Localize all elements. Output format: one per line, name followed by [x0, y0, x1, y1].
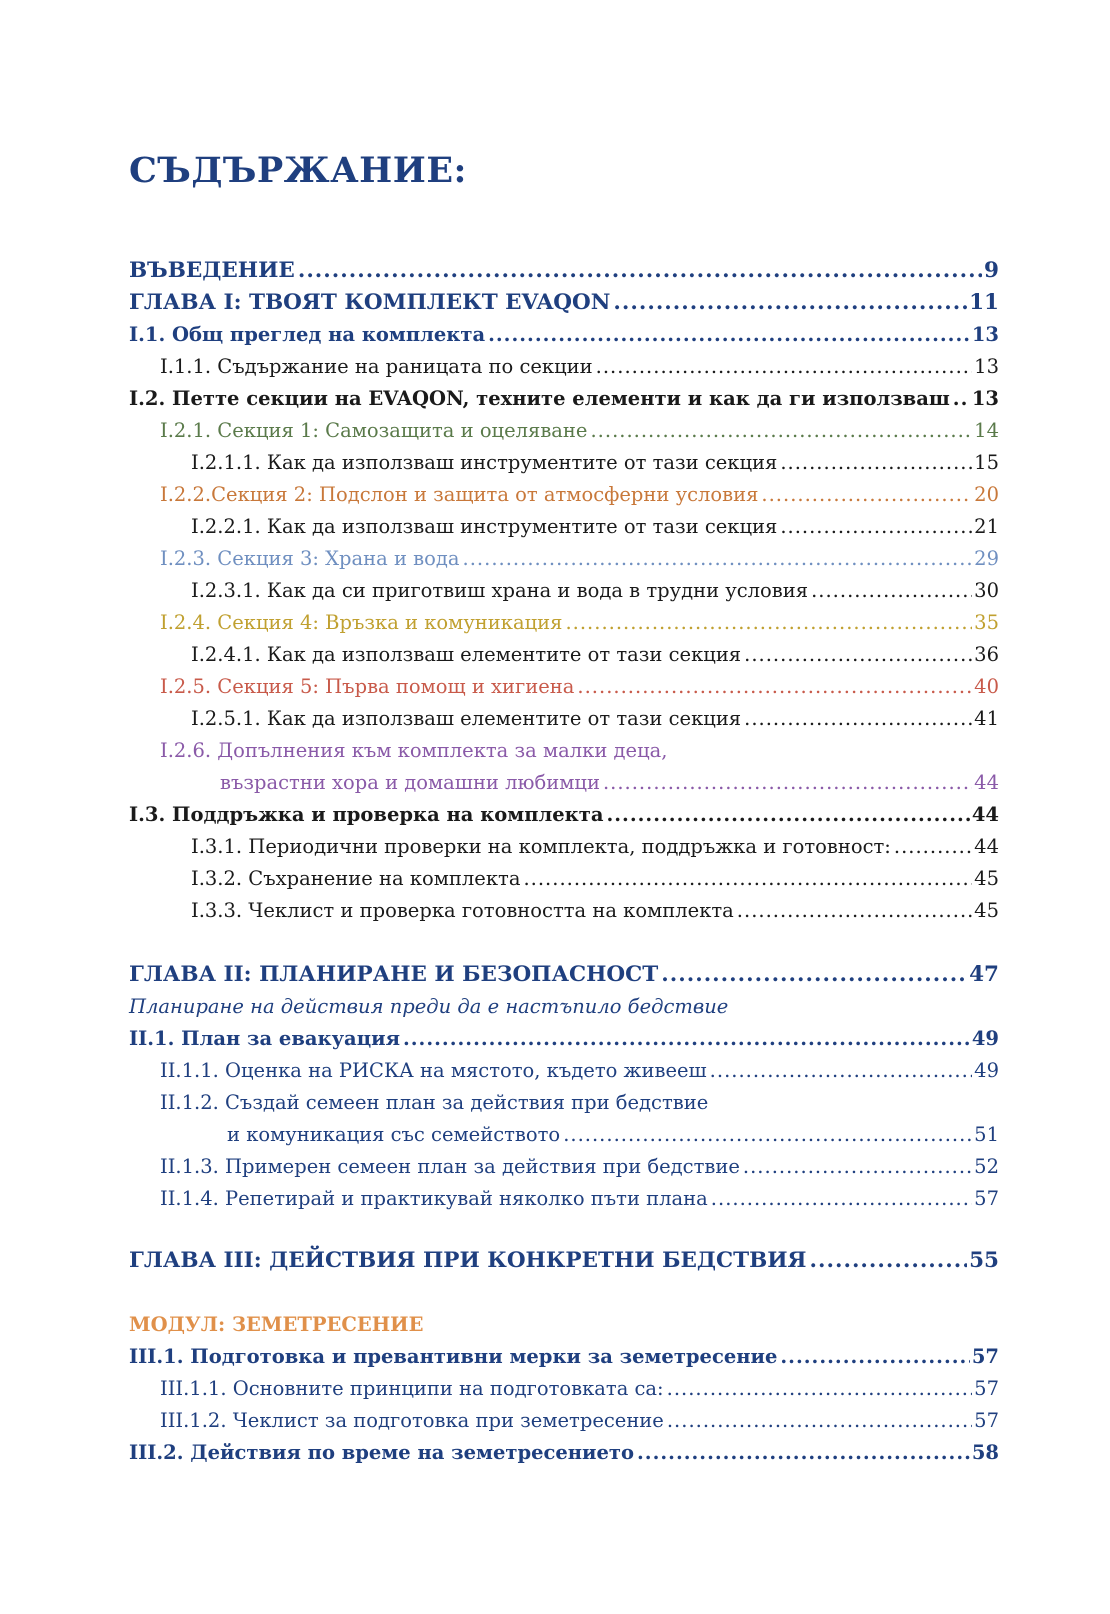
dot-leader [711, 1185, 972, 1213]
toc-page-number: 57 [974, 1187, 999, 1210]
toc-page-number: 9 [984, 258, 999, 283]
toc-entry-section-1-2-6[interactable] [220, 769, 999, 797]
dot-leader [780, 1343, 969, 1371]
toc-entry-label: I.2.1. Секция 1: Самозащита и оцеляване [160, 419, 588, 442]
module-heading-earthquake: МОДУЛ: ЗЕМЕТРЕСЕНИЕ [129, 1313, 424, 1336]
toc-entry-section-1-2-3[interactable] [160, 545, 999, 573]
toc-page-number: 36 [974, 643, 999, 666]
toc-entry-section-1-3-2[interactable] [191, 865, 999, 893]
toc-entry-label: и комуникация със семейството [227, 1123, 561, 1146]
toc-entry-label: II.1. План за евакуация [129, 1027, 400, 1050]
toc-entry-section-3-1[interactable] [129, 1343, 999, 1371]
toc-entry-section-1-1[interactable] [129, 321, 999, 349]
toc-entry-chapter-3[interactable] [129, 1247, 999, 1275]
toc-page-number: 52 [974, 1155, 999, 1178]
dot-leader [780, 513, 972, 541]
toc-entry-label: I.3.2. Съхранение на комплекта [191, 867, 521, 890]
dot-leader [661, 961, 967, 989]
dot-leader [953, 385, 970, 413]
toc-page-number: 55 [969, 1248, 999, 1273]
toc-entry-label: I.2.2.Секция 2: Подслон и защита от атмосферни условия [160, 483, 759, 506]
toc-page-number: 15 [974, 451, 999, 474]
toc-entry-section-1-1-1[interactable] [160, 353, 999, 381]
toc-page-number: 57 [971, 1345, 999, 1368]
dot-leader [761, 481, 972, 509]
toc-entry-label: I.3.1. Периодични проверки на комплекта, поддръжка и готовност: [191, 835, 891, 858]
toc-page-number: 29 [974, 547, 999, 570]
dot-leader [596, 353, 973, 381]
page-title: СЪДЪРЖАНИЕ: [129, 150, 467, 191]
toc-entry-section-1-2-3-1[interactable] [191, 577, 999, 605]
toc-entry-section-3-2[interactable] [129, 1439, 999, 1467]
toc-entry-label: III.1.2. Чеклист за подготовка при земетресение [160, 1409, 664, 1432]
toc-page-number: 49 [974, 1059, 999, 1082]
toc-entry-section-3-1-2[interactable] [160, 1407, 999, 1435]
toc-entry-label: III.1.1. Основните принципи на подготовката са: [160, 1377, 664, 1400]
toc-page-number: 14 [974, 419, 999, 442]
toc-entry-introduction[interactable] [129, 257, 999, 285]
toc-entry-label: I.1. Общ преглед на комплекта [129, 323, 486, 346]
toc-entry-label: ВЪВЕДЕНИЕ [129, 258, 295, 283]
toc-entry-label: I.2.3. Секция 3: Храна и вода [160, 547, 460, 570]
dot-leader [710, 1057, 973, 1085]
toc-page-number: 40 [974, 675, 999, 698]
toc-entry-section-2-1-2-line1[interactable]: II.1.2. Създай семеен план за действия при бедствие [160, 1091, 709, 1114]
toc-entry-label: I.2.2.1. Как да използваш инструментите от тази секция [191, 515, 778, 538]
toc-entry-section-1-3[interactable] [129, 801, 999, 829]
toc-entry-chapter-1[interactable] [129, 289, 999, 317]
toc-entry-section-1-2[interactable] [129, 385, 999, 413]
toc-entry-section-1-2-2-1[interactable] [191, 513, 999, 541]
dot-leader [811, 577, 972, 605]
toc-page-number: 13 [971, 387, 999, 410]
toc-page-number: 13 [971, 323, 999, 346]
dot-leader [810, 1247, 968, 1275]
toc-entry-section-1-2-4-1[interactable] [191, 641, 999, 669]
dot-leader [523, 865, 972, 893]
toc-entry-section-2-1-4[interactable] [160, 1185, 999, 1213]
toc-page-number: 20 [974, 483, 999, 506]
toc-entry-label: II.1.4. Репетирай и практикувай няколко пъти плана [160, 1187, 708, 1210]
dot-leader [603, 769, 972, 797]
dot-leader [563, 1121, 972, 1149]
toc-entry-label: III.2. Действия по време на земетресението [129, 1441, 634, 1464]
dot-leader [565, 609, 972, 637]
toc-entry-section-2-1-1[interactable] [160, 1057, 999, 1085]
toc-page-number: 30 [974, 579, 999, 602]
toc-page-number: 45 [974, 899, 999, 922]
toc-page-number: 13 [974, 355, 999, 378]
dot-leader [298, 257, 982, 285]
toc-page-number: 21 [974, 515, 999, 538]
toc-page-number: 49 [971, 1027, 999, 1050]
toc-entry-label: I.3.3. Чеклист и проверка готовността на комплекта [191, 899, 734, 922]
toc-entry-section-1-2-4[interactable] [160, 609, 999, 637]
toc-entry-section-1-2-2[interactable] [160, 481, 999, 509]
toc-entry-label: I.2. Петте секции на EVAQON, техните елементи и как да ги използваш [129, 387, 950, 410]
dot-leader [613, 289, 967, 317]
toc-page-number: 44 [974, 771, 999, 794]
toc-entry-label: I.2.4. Секция 4: Връзка и комуникация [160, 611, 563, 634]
toc-page-number: 51 [974, 1123, 999, 1146]
toc-entry-section-2-1-3[interactable] [160, 1153, 999, 1181]
toc-entry-section-1-2-5[interactable] [160, 673, 999, 701]
chapter-2-subtitle: Планиране на действия преди да е настъпило бедствие [129, 995, 729, 1018]
toc-entry-label: I.1.1. Съдържание на раницата по секции [160, 355, 593, 378]
toc-page-number: 47 [969, 962, 999, 987]
dot-leader [463, 545, 973, 573]
toc-entry-section-2-1[interactable] [129, 1025, 999, 1053]
toc-entry-label: ГЛАВА II: ПЛАНИРАНЕ И БЕЗОПАСНОСТ [129, 962, 659, 987]
toc-entry-label: ГЛАВА III: ДЕЙСТВИЯ ПРИ КОНКРЕТНИ БЕДСТВИЯ [129, 1248, 807, 1273]
toc-page-number: 44 [974, 835, 999, 858]
toc-entry-label: III.1. Подготовка и превантивни мерки за земетресение [129, 1345, 778, 1368]
toc-page-number: 45 [974, 867, 999, 890]
toc-entry-label: I.3. Поддръжка и проверка на комплекта [129, 803, 604, 826]
dot-leader [780, 449, 972, 477]
dot-leader [743, 1153, 972, 1181]
toc-entry-label: I.2.1.1. Как да използваш инструментите от тази секция [191, 451, 778, 474]
toc-entry-label: I.2.3.1. Как да си приготвиш храна и вода в трудни условия [191, 579, 809, 602]
toc-page-number: 41 [974, 707, 999, 730]
toc-entry-section-1-2-1-1[interactable] [191, 449, 999, 477]
dot-leader [488, 321, 970, 349]
toc-entry-label: II.1.1. Оценка на РИСКА на мястото, където живееш [160, 1059, 707, 1082]
toc-entry-label: I.2.5.1. Как да използваш елементите от тази секция [191, 707, 742, 730]
dot-leader [606, 801, 969, 829]
dot-leader [667, 1375, 973, 1403]
toc-page-number: 58 [971, 1441, 999, 1464]
toc-entry-section-1-2-5-1[interactable] [191, 705, 999, 733]
toc-entry-label: възрастни хора и домашни любимци [220, 771, 600, 794]
toc-entry-chapter-2[interactable] [129, 961, 999, 989]
toc-page-number: 44 [971, 803, 999, 826]
toc-entry-label: I.2.5. Секция 5: Първа помощ и хигиена [160, 675, 575, 698]
toc-entry-section-1-3-1[interactable] [191, 833, 999, 861]
toc-page-number: 57 [974, 1409, 999, 1432]
toc-page-number: 35 [974, 611, 999, 634]
toc-page-number: 57 [974, 1377, 999, 1400]
toc-entry-label: I.2.4.1. Как да използваш елементите от тази секция [191, 643, 742, 666]
dot-leader [894, 833, 972, 861]
dot-leader [403, 1025, 970, 1053]
dot-leader [744, 641, 972, 669]
dot-leader [737, 897, 972, 925]
toc-entry-section-2-1-2[interactable] [227, 1121, 999, 1149]
dot-leader [744, 705, 972, 733]
dot-leader [577, 673, 972, 701]
dot-leader [637, 1439, 970, 1467]
toc-entry-section-1-2-1[interactable] [160, 417, 999, 445]
toc-entry-section-1-3-3[interactable] [191, 897, 999, 925]
dot-leader [590, 417, 972, 445]
toc-entry-label: II.1.3. Примерен семеен план за действия при бедствие [160, 1155, 740, 1178]
toc-entry-label: ГЛАВА I: ТВОЯТ КОМПЛЕКТ EVAQON [129, 290, 611, 315]
dot-leader [667, 1407, 972, 1435]
toc-page-number: 11 [969, 290, 999, 315]
toc-entry-section-3-1-1[interactable] [160, 1375, 999, 1403]
toc-entry-section-1-2-6-line1[interactable]: I.2.6. Допълнения към комплекта за малки деца, [160, 739, 668, 762]
